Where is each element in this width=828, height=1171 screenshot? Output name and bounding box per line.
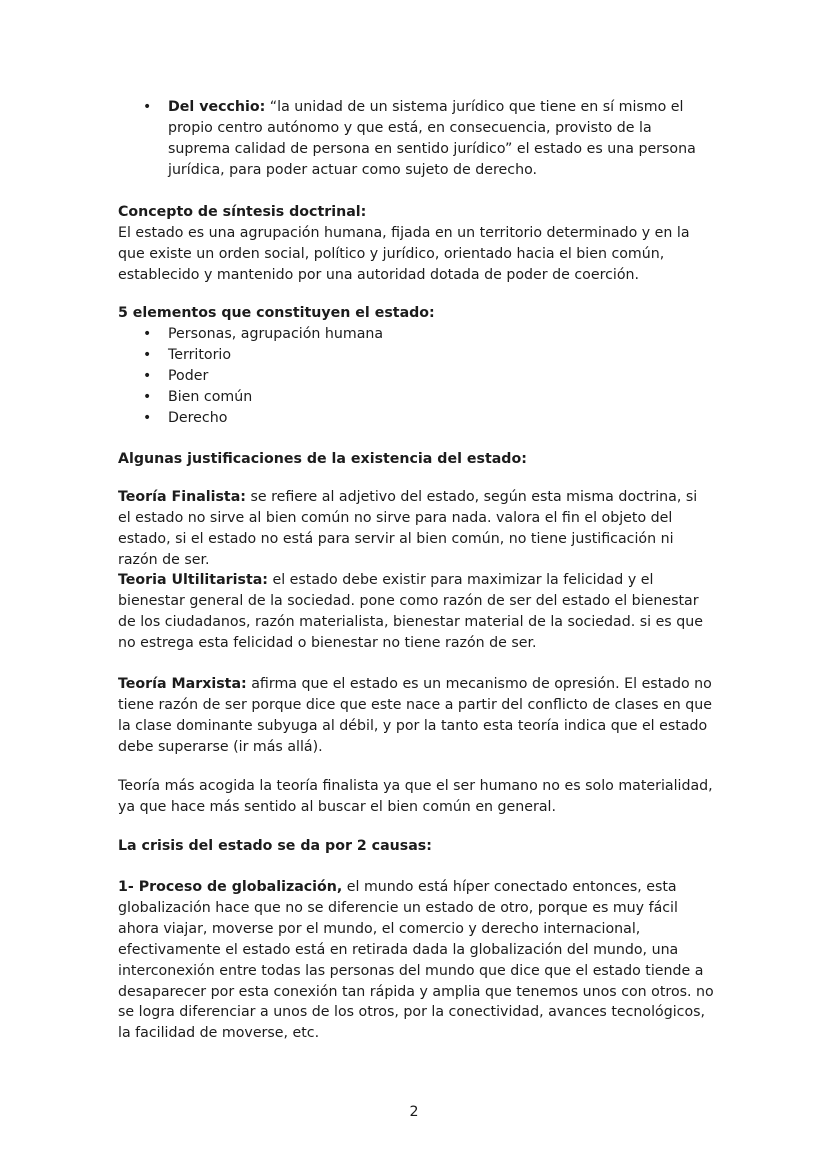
crisis-section: [118, 836, 714, 857]
elementos-item: • Poder: [118, 366, 714, 387]
elementos-item: • Derecho: [118, 408, 714, 429]
globalizacion-text: el mundo está híper conectado entonces, esta globalización hace que no se diferencie un estado de otro, porque es muy fácil ahora viajar, moverse por el mundo, el comercio y derecho internacional, efectivamente el estado está en retirada dada la globalización del mundo, una interconexión entre todas las personas del mundo que dice que el estado tiende a desaparecer por esta conexión tan rápida y amplia que tenemos unos con otros. no se logra diferenciar a unos de los otros, por la conectividad, avances tecnológicos, la facilidad de moverse, etc.: [118, 879, 714, 1042]
elementos-item: • Territorio: [118, 345, 714, 366]
elementos-item: • Personas, agrupación humana: [118, 324, 714, 345]
utilitarista-text: el estado debe existir para maximizar la felicidad y el bienestar general de la sociedad. pone como razón de ser del estado el bienestar de los ciudadanos, razón materialista, bienestar material de la sociedad. si es que no estrega esta felicidad o bienestar no tiene razón de ser.: [118, 572, 703, 651]
justificaciones-section: [118, 449, 714, 470]
marxista-text: afirma que el estado es un mecanismo de opresión. El estado no tiene razón de ser porque dice que este nace a partir del conflicto de clases en que la clase dominante subyuga al débil, y por la tanto esta teoría indica que el estado debe superarse (ir más allá).: [118, 676, 713, 755]
globalizacion-label: 1- Proceso de globalización,: [118, 879, 343, 895]
utilitarista-section: [118, 570, 714, 654]
elementos-heading: 5 elementos que constituyen el estado:: [118, 305, 435, 321]
page-number: 2: [409, 1104, 419, 1120]
vecchio-list: [118, 97, 714, 181]
finalista-text: se refiere al adjetivo del estado, según esta misma doctrina, si el estado no sirve al bien común no sirve para nada. valora el fin el objeto del estado, si el estado no está para servir al bien común, no tiene justificación ni razón de ser.: [118, 489, 698, 568]
vecchio-text: “la unidad de un sistema jurídico que tiene en sí mismo el propio centro autónomo y que está, en consecuencia, provisto de la suprema calidad de persona en sentido jurídico” el estado es una persona jurídica, para poder actuar como sujeto de derecho.: [168, 99, 696, 178]
vecchio-label: Del vecchio:: [168, 99, 266, 115]
elementos-list: [118, 324, 714, 429]
finalista-label: Teoría Finalista:: [118, 489, 246, 505]
vecchio-item: [118, 97, 714, 181]
marxista-label: Teoría Marxista:: [118, 676, 247, 692]
acogida-text: Teoría más acogida la teoría finalista ya que el ser humano no es solo materialidad, ya que hace más sentido al buscar el bien común en general.: [118, 778, 713, 815]
acogida-section: [118, 776, 714, 818]
concepto-heading: Concepto de síntesis doctrinal:: [118, 204, 367, 220]
justificaciones-heading: Algunas justificaciones de la existencia del estado:: [118, 451, 527, 467]
concepto-section: [118, 202, 714, 286]
elementos-item: • Bien común: [118, 387, 714, 408]
elementos-section: [118, 303, 714, 428]
marxista-section: [118, 674, 714, 758]
globalizacion-section: [118, 877, 714, 1044]
finalista-section: [118, 487, 714, 571]
crisis-heading: La crisis del estado se da por 2 causas:: [118, 838, 432, 854]
concepto-text: El estado es una agrupación humana, fijada en un territorio determinado y en la que existe un orden social, político y jurídico, orientado hacia el bien común, establecido y mantenido por una autoridad dotada de poder de coerción.: [118, 224, 690, 283]
utilitarista-label: Teoria Ultilitarista:: [118, 572, 268, 588]
